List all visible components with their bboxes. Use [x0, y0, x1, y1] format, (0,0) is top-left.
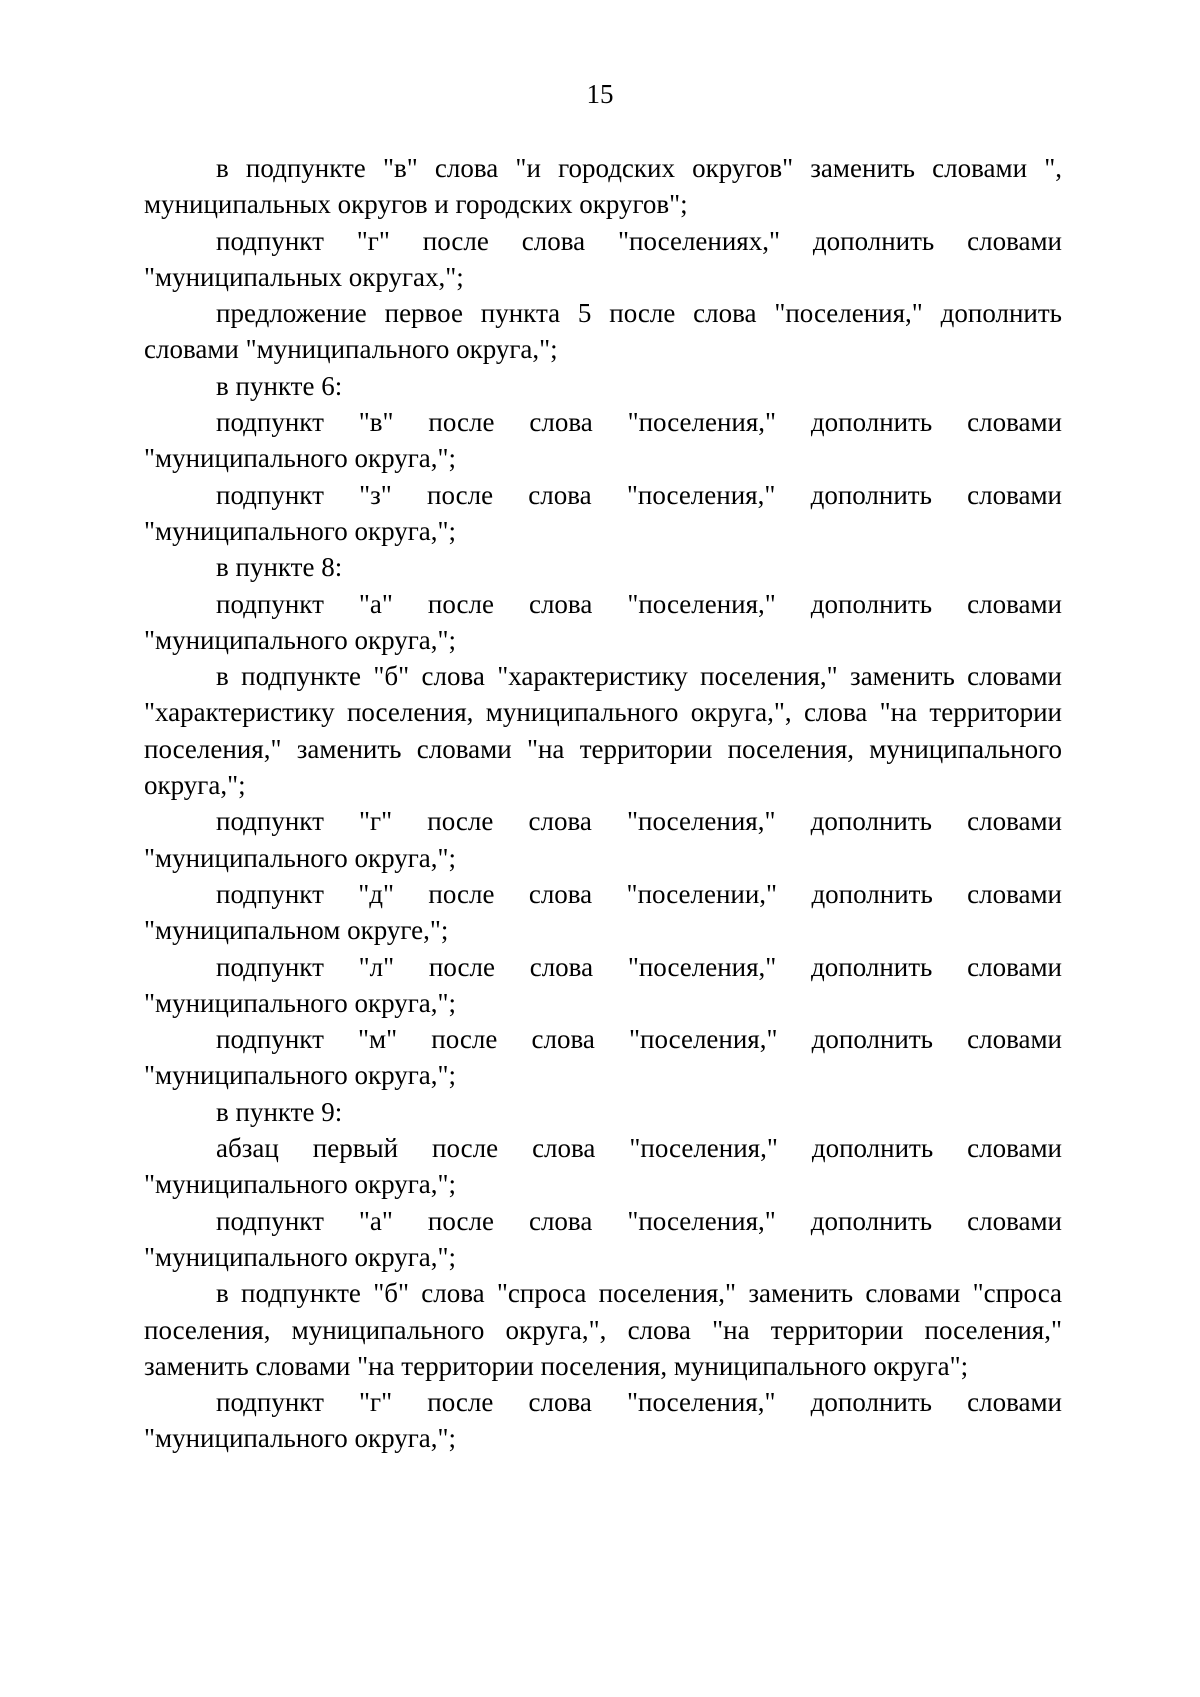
- paragraph: абзац первый после слова "поселения," дополнить словами "муниципального округа,";: [144, 1133, 1062, 1200]
- paragraph: подпункт "м" после слова "поселения," дополнить словами "муниципального округа,";: [144, 1024, 1062, 1091]
- paragraph: подпункт "л" после слова "поселения," дополнить словами "муниципального округа,";: [144, 951, 1062, 1018]
- paragraph: в пункте 6:: [216, 370, 343, 401]
- paragraph: предложение первое пункта 5 после слова "поселения," дополнить словами "муниципального округа,";: [144, 298, 1062, 365]
- paragraph: в подпункте "в" слова "и городских округов" заменить словами ", муниципальных округов и городских округов";: [144, 153, 1062, 220]
- paragraph: подпункт "д" после слова "поселении," дополнить словами "муниципальном округе,";: [144, 878, 1062, 946]
- paragraph: в подпункте "б" слова "спроса поселения," заменить словами "спроса поселения, муниципального округа,", слова "на территории поселения," заменить словами "на территории поселения, муниципального округа";: [144, 1278, 1062, 1381]
- paragraph: в пункте 8:: [216, 552, 343, 583]
- paragraph: подпункт "г" после слова "поселения," дополнить словами "муниципального округа,";: [144, 806, 1062, 873]
- document-body: [144, 150, 1062, 1457]
- paragraph: подпункт "г" после слова "поселения," дополнить словами "муниципального округа,";: [144, 1387, 1062, 1454]
- page-number: 15: [586, 79, 614, 109]
- paragraph: подпункт "в" после слова "поселения," дополнить словами "муниципального округа,";: [144, 407, 1062, 474]
- paragraph: в подпункте "б" слова "характеристику поселения," заменить словами "характеристику поселения, муниципального округа,", слова "на территории поселения," заменить словами "на территории поселения, муниципального округа,";: [144, 661, 1062, 801]
- paragraph: подпункт "а" после слова "поселения," дополнить словами "муниципального округа,";: [144, 1205, 1062, 1272]
- paragraph: в пункте 9:: [216, 1096, 343, 1127]
- paragraph: подпункт "з" после слова "поселения," дополнить словами "муниципального округа,";: [144, 479, 1062, 546]
- paragraph: подпункт "г" после слова "поселениях," дополнить словами "муниципальных округах,";: [144, 225, 1062, 292]
- paragraph: подпункт "а" после слова "поселения," дополнить словами "муниципального округа,";: [144, 588, 1062, 655]
